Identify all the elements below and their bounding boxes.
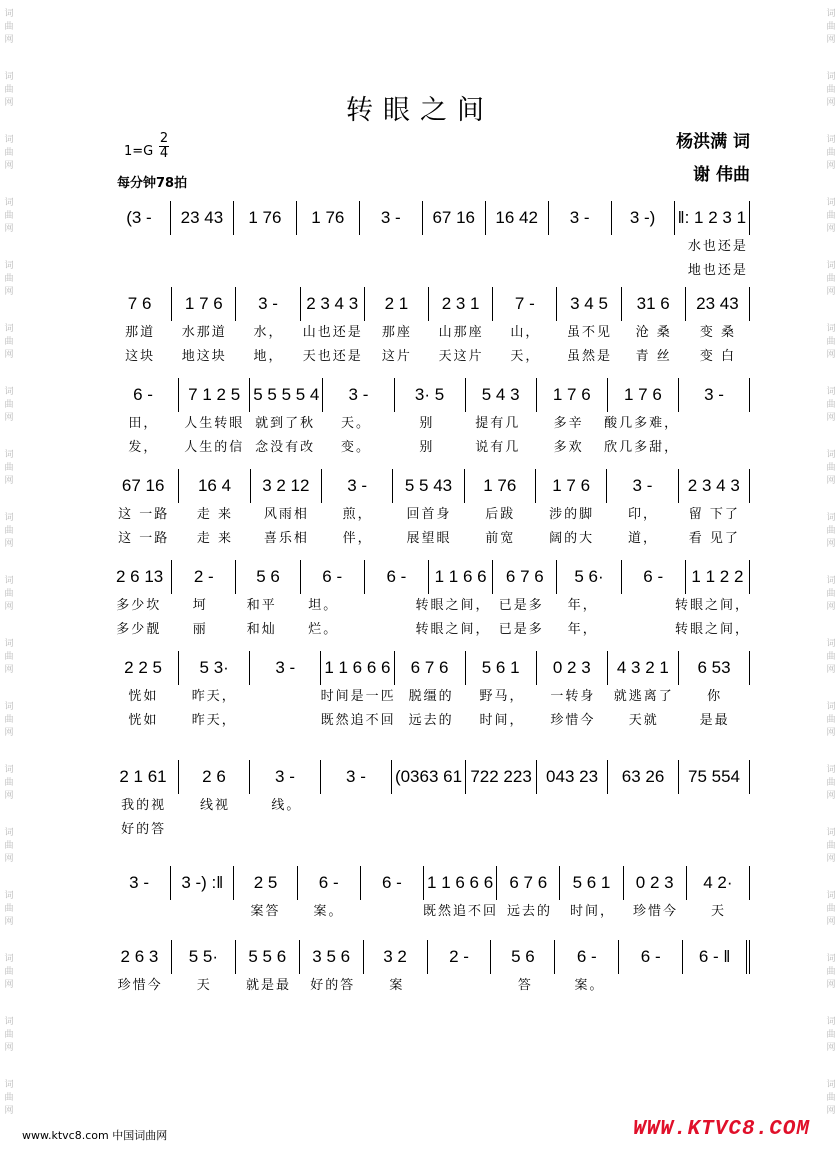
lyric-segment	[172, 235, 236, 259]
lyric-segment: 走 来	[196, 507, 234, 522]
measure: 2 2 5	[108, 651, 179, 685]
measure: 6 -	[301, 560, 365, 594]
measure: 5 5 43	[393, 469, 464, 503]
lyric-segment: 提有几	[475, 416, 521, 431]
lyric-segment: 水也还是	[687, 239, 748, 254]
lyric-line-2	[108, 259, 750, 283]
measure: 6 7 6	[497, 866, 560, 900]
lyric-segment	[614, 618, 676, 642]
lyric-segment	[493, 259, 557, 283]
lyric-segment: 煎，	[342, 507, 373, 522]
lyric-segment: 答	[517, 978, 533, 993]
lyric-segment: 就到了秋	[255, 416, 316, 431]
lyric-segment: 是最	[699, 713, 730, 728]
measure: 0 2 3	[537, 651, 608, 685]
measure: 6 -	[361, 866, 424, 900]
lyric-segment: 走 来	[196, 531, 234, 546]
lyric-segment: 这 一路	[118, 507, 170, 522]
lyric-segment	[365, 259, 429, 283]
lyric-line-2	[108, 709, 750, 733]
measure: 1 1 6 6 6	[321, 651, 394, 685]
measure: 5 5·	[172, 940, 236, 974]
time-signature	[158, 132, 170, 161]
measure: 3· 5	[395, 378, 466, 412]
composer: 谢 伟曲	[693, 165, 750, 185]
lyric-segment: 案。	[313, 904, 344, 919]
lyric-segment: 丽	[192, 622, 208, 637]
lyric-segment: 天这片	[438, 349, 484, 364]
lyric-segment	[236, 998, 300, 1022]
measure: 3 -	[250, 760, 321, 794]
measure: 3 -	[108, 866, 171, 900]
lyric-segment: 一转身	[550, 689, 596, 704]
lyric-segment	[250, 685, 321, 709]
measure: 3 -	[323, 378, 394, 412]
lyric-segment	[301, 235, 365, 259]
lyric-segment: 和灿	[246, 622, 277, 637]
lyric-segment: 这 一路	[118, 531, 170, 546]
lyric-segment: 别	[419, 416, 435, 431]
measure: 2 6 13	[108, 560, 172, 594]
lyric-segment	[250, 709, 321, 733]
lyric-segment	[686, 974, 750, 998]
lyric-segment: 既然追不回	[320, 713, 396, 728]
lyric-line-1	[108, 974, 750, 998]
lyric-segment: 恍如	[128, 713, 159, 728]
lyric-segment: 多少靓	[116, 622, 162, 637]
measure: 23 43	[686, 287, 750, 321]
measure: 3 -	[250, 651, 321, 685]
lyric-segment	[679, 794, 750, 818]
measure: 3 5 6	[300, 940, 364, 974]
lyric-segment: 和平	[246, 598, 277, 613]
lyric-segment	[322, 818, 393, 842]
lyric-line-1	[108, 503, 750, 527]
lyric-line-2	[108, 998, 750, 1022]
measure: 1 7 6	[536, 469, 607, 503]
lyric-segment: 那道	[125, 325, 156, 340]
lyric-segment	[493, 235, 557, 259]
measure: 5 6	[491, 940, 555, 974]
lyric-segment	[536, 818, 607, 842]
lyric-segment	[686, 998, 750, 1022]
measure: 3 -	[322, 469, 393, 503]
lyric-segment: 已是多	[498, 598, 544, 613]
lyric-segment: 好的答	[310, 978, 356, 993]
measure: 4 3 2 1	[608, 651, 679, 685]
key-signature: 1=G	[124, 144, 154, 159]
lyric-segment: 多辛	[553, 416, 584, 431]
measure: 1 76	[465, 469, 536, 503]
footer-site-text[interactable]: www.ktvc8.com 中国词曲网	[22, 1129, 168, 1142]
footer-logo[interactable]: WWW.KTVC8.COM	[633, 1118, 810, 1141]
lyric-segment: 前宽	[485, 531, 516, 546]
tempo-marking: 每分钟78拍	[117, 176, 188, 191]
lyric-segment: 多少坎	[116, 598, 162, 613]
lyric-segment: 就逃离了	[613, 689, 674, 704]
lyric-segment: 后跋	[485, 507, 516, 522]
lyric-segment: 线。	[271, 798, 302, 813]
measure: 1 76	[234, 201, 297, 235]
lyric-line-1	[108, 412, 750, 436]
lyric-segment: 我的视	[121, 798, 167, 813]
lyric-segment	[172, 259, 236, 283]
measure: 6 -	[108, 378, 179, 412]
lyric-segment: 欣几多甜，	[604, 440, 680, 455]
score-system	[108, 760, 750, 842]
lyric-segment: 风雨相	[263, 507, 309, 522]
lyric-segment: 留 下了	[688, 507, 740, 522]
lyric-segment: 回首身	[406, 507, 452, 522]
lyric-segment: 就是最	[246, 978, 292, 993]
lyric-segment	[429, 998, 493, 1022]
lyric-segment: 发，	[128, 440, 159, 455]
lyric-segment	[354, 618, 416, 642]
lyric-segment: 地，	[253, 349, 284, 364]
lyric-segment: 变 桑	[699, 325, 736, 340]
measure: 3 -	[360, 201, 423, 235]
lyric-segment	[236, 259, 300, 283]
lyric-line-1	[108, 594, 750, 618]
measure: 2 -	[428, 940, 492, 974]
lyric-segment: 好的答	[121, 822, 167, 837]
lyric-segment: 天也还是	[302, 349, 363, 364]
lyric-segment: 喜乐相	[263, 531, 309, 546]
measure: 75 554	[679, 760, 750, 794]
measure: 3 2	[364, 940, 428, 974]
notes-row	[108, 940, 750, 974]
measure: 2 3 4 3	[301, 287, 365, 321]
measure: 2 3 1	[429, 287, 493, 321]
lyric-segment: 天就	[628, 713, 659, 728]
lyric-segment: 说有几	[475, 440, 521, 455]
lyric-segment: 你	[707, 689, 723, 704]
lyric-segment	[429, 235, 493, 259]
measure: 2 1 61	[108, 760, 179, 794]
lyric-segment: 远去的	[507, 904, 553, 919]
lyric-line-1	[108, 794, 750, 818]
lyric-segment: 天	[196, 978, 212, 993]
measure: 2 6	[179, 760, 250, 794]
lyric-segment: 虽然是	[567, 349, 613, 364]
notes-row	[108, 287, 750, 321]
measure: 6 53	[679, 651, 750, 685]
measure: 3 -)	[612, 201, 675, 235]
lyric-segment: 印，	[627, 507, 658, 522]
measure: 3 -	[321, 760, 392, 794]
measure: 5 6	[236, 560, 300, 594]
lyric-segment	[365, 998, 429, 1022]
lyric-segment	[108, 235, 172, 259]
lyric-segment: 珍惜今	[633, 904, 679, 919]
lyric-segment: 珍惜今	[550, 713, 596, 728]
lyric-segment: 案。	[574, 978, 605, 993]
lyric-line-2	[108, 818, 750, 842]
lyric-segment	[360, 900, 423, 924]
lyric-segment: 山也还是	[302, 325, 363, 340]
lyric-segment: 远去的	[408, 713, 454, 728]
measure: 1 7 6	[537, 378, 608, 412]
measure: 5 6·	[557, 560, 621, 594]
meter-bottom: 4	[159, 146, 169, 161]
measure: 1 1 2 2	[686, 560, 750, 594]
lyric-line-2	[108, 527, 750, 551]
measure: 0 2 3	[624, 866, 687, 900]
measure: 7 -	[493, 287, 557, 321]
lyric-segment	[365, 235, 429, 259]
measure: 6 7 6	[395, 651, 466, 685]
lyric-segment: 天。	[341, 416, 372, 431]
notes-row	[108, 651, 750, 685]
measure: 722 223	[466, 760, 537, 794]
measure: 7 6	[108, 287, 172, 321]
measure: 2 3 4 3	[679, 469, 750, 503]
lyric-segment: 道，	[627, 531, 658, 546]
lyric-segment	[301, 998, 365, 1022]
lyric-segment	[108, 998, 172, 1022]
lyric-segment	[679, 412, 750, 436]
lyric-segment	[622, 259, 686, 283]
measure: 67 16	[108, 469, 179, 503]
notes-row	[108, 760, 750, 794]
score-system	[108, 201, 750, 283]
measure: 1 1 6 6 6	[424, 866, 497, 900]
lyric-segment	[301, 259, 365, 283]
lyric-segment	[536, 794, 607, 818]
lyric-segment: 案答	[250, 904, 281, 919]
lyric-segment	[354, 594, 416, 618]
measure: 63 26	[608, 760, 679, 794]
lyric-segment: 昨天，	[191, 689, 237, 704]
lyric-segment: 转眼之间，	[415, 598, 491, 613]
lyric-segment: 时间是一匹	[320, 689, 396, 704]
lyric-segment: 昨天，	[191, 713, 237, 728]
score-system	[108, 866, 750, 948]
measure: 4 2·	[687, 866, 750, 900]
measure: 5 6 1	[560, 866, 623, 900]
lyric-segment	[179, 818, 250, 842]
lyric-segment: 别	[419, 440, 435, 455]
lyric-segment	[236, 235, 300, 259]
lyric-segment: 酸几多难，	[604, 416, 680, 431]
lyric-segment	[607, 794, 678, 818]
measure: 5 5 6	[236, 940, 300, 974]
measure: 3 -	[236, 287, 300, 321]
measure: 6 -	[619, 940, 683, 974]
lyric-segment: 坷	[192, 598, 208, 613]
measure: 5 4 3	[466, 378, 537, 412]
score-system	[108, 560, 750, 642]
lyric-segment: 田，	[128, 416, 159, 431]
lyric-segment: 展望眼	[406, 531, 452, 546]
lyric-segment	[607, 818, 678, 842]
lyric-segment: 年，	[567, 598, 598, 613]
lyric-segment: 看 见了	[688, 531, 740, 546]
lyric-segment	[493, 998, 557, 1022]
measure: 6 -	[555, 940, 619, 974]
lyric-segment	[393, 818, 464, 842]
lyric-segment: 涉的脚	[549, 507, 595, 522]
measure: 6 -	[365, 560, 429, 594]
lyric-segment	[322, 794, 393, 818]
score-system	[108, 469, 750, 551]
measure: ‖: 1 2 3 1	[675, 201, 750, 235]
lyric-segment: 时间，	[479, 713, 525, 728]
lyricist: 杨洪满 词	[676, 132, 750, 152]
lyric-segment	[393, 794, 464, 818]
lyric-segment	[622, 974, 686, 998]
lyric-segment	[108, 900, 171, 924]
lyric-segment: 转眼之间，	[675, 598, 751, 613]
measure: 16 4	[179, 469, 250, 503]
lyric-segment	[251, 818, 322, 842]
lyric-segment: 多欢	[553, 440, 584, 455]
lyric-line-1	[108, 685, 750, 709]
measure: 31 6	[622, 287, 686, 321]
lyric-segment: 变。	[341, 440, 372, 455]
lyric-line-1	[108, 321, 750, 345]
lyric-segment: 野马，	[479, 689, 525, 704]
lyric-line-1	[108, 235, 750, 259]
lyric-segment: 阔的大	[549, 531, 595, 546]
score-system	[108, 940, 750, 1022]
lyric-segment: 案	[389, 978, 405, 993]
lyric-line-2	[108, 345, 750, 369]
lyric-segment: 烂。	[308, 622, 339, 637]
measure: 2 5	[234, 866, 297, 900]
measure: 043 23	[537, 760, 608, 794]
lyric-line-2	[108, 436, 750, 460]
measure: 6 -	[622, 560, 686, 594]
score-system	[108, 287, 750, 369]
measure: 3 -	[549, 201, 612, 235]
notes-row	[108, 201, 750, 235]
measure: 5 6 1	[466, 651, 537, 685]
lyric-segment	[557, 998, 621, 1022]
lyric-line-1	[108, 900, 750, 924]
lyric-segment: 坦。	[308, 598, 339, 613]
measure: 6 7 6	[493, 560, 557, 594]
lyric-line-2	[108, 618, 750, 642]
credits	[676, 126, 750, 192]
score-system	[108, 378, 750, 460]
lyric-segment: 地这块	[181, 349, 227, 364]
lyric-segment: 天，	[510, 349, 541, 364]
measure: 1 1 6 6	[429, 560, 493, 594]
lyric-segment: 人生的信	[184, 440, 245, 455]
lyric-segment: 青 丝	[635, 349, 672, 364]
measure: 6 -	[298, 866, 361, 900]
lyric-segment	[557, 259, 621, 283]
lyric-segment	[465, 794, 536, 818]
lyric-segment: 已是多	[498, 622, 544, 637]
lyric-segment: 地也还是	[687, 263, 748, 278]
lyric-segment	[172, 998, 236, 1022]
measure: 3 -	[607, 469, 678, 503]
lyric-segment	[679, 818, 750, 842]
notes-row	[108, 560, 750, 594]
watermark-right: 词 曲 网 词 曲 网 词 曲 网 词 曲 网 词 曲 网 词 曲 网 词 曲 网 词 曲 网 词 曲 网 词 曲 网 词 曲 网 词 曲 网 词 曲 网 词 曲 网 词 曲 网 词 曲 网 词 曲 网 词 曲 网	[826, 9, 836, 1116]
measure: 5 5 5 5 4	[250, 378, 323, 412]
lyric-segment	[622, 998, 686, 1022]
lyric-segment: 人生转眼	[184, 416, 245, 431]
lyric-segment: 虽不见	[567, 325, 613, 340]
measure: 5 3·	[179, 651, 250, 685]
lyric-segment: 这片	[381, 349, 412, 364]
lyric-segment: 水那道	[181, 325, 227, 340]
measure: 7 1 2 5	[179, 378, 250, 412]
notes-row	[108, 866, 750, 900]
lyric-segment: 转眼之间，	[675, 622, 751, 637]
measure: 67 16	[423, 201, 486, 235]
lyric-segment: 伴，	[342, 531, 373, 546]
measure: 1 76	[297, 201, 360, 235]
lyric-segment: 转眼之间，	[415, 622, 491, 637]
measure: (3 -	[108, 201, 171, 235]
lyric-segment: 恍如	[128, 689, 159, 704]
lyric-segment: 水，	[253, 325, 284, 340]
lyric-segment: 年，	[567, 622, 598, 637]
measure: 23 43	[171, 201, 234, 235]
lyric-segment: 时间，	[570, 904, 616, 919]
lyric-segment	[679, 436, 750, 460]
lyric-segment: 线视	[199, 798, 230, 813]
measure: 2 6 3	[108, 940, 172, 974]
song-title: 转眼之间	[346, 95, 494, 126]
meter-top: 2	[159, 131, 169, 146]
measure: 16 42	[486, 201, 549, 235]
lyric-segment	[465, 818, 536, 842]
measure: 2 -	[172, 560, 236, 594]
score-system	[108, 651, 750, 733]
watermark-left: 词 曲 网 词 曲 网 词 曲 网 词 曲 网 词 曲 网 词 曲 网 词 曲 网 词 曲 网 词 曲 网 词 曲 网 词 曲 网 词 曲 网 词 曲 网 词 曲 网 词 曲 网 词 曲 网 词 曲 网 词 曲 网	[4, 9, 14, 1116]
lyric-segment: 那座	[381, 325, 412, 340]
measure: 3 -	[679, 378, 750, 412]
measure: (0363 61	[392, 760, 466, 794]
lyric-segment: 珍惜今	[117, 978, 163, 993]
measure: 3 2 12	[251, 469, 322, 503]
notes-row	[108, 378, 750, 412]
lyric-segment: 沧 桑	[635, 325, 672, 340]
lyric-segment	[429, 259, 493, 283]
measure: 3 4 5	[557, 287, 621, 321]
measure: 1 7 6	[172, 287, 236, 321]
lyric-segment: 脱缰的	[408, 689, 454, 704]
lyric-segment: 天	[711, 904, 727, 919]
lyric-segment	[108, 259, 172, 283]
lyric-segment: 这块	[125, 349, 156, 364]
lyric-segment: 念没有改	[255, 440, 316, 455]
lyric-segment: 山那座	[438, 325, 484, 340]
lyric-segment	[429, 974, 493, 998]
measure: 6 - ‖	[683, 940, 750, 974]
lyric-segment	[557, 235, 621, 259]
lyric-segment	[171, 900, 234, 924]
notes-row	[108, 469, 750, 503]
lyric-segment	[614, 594, 676, 618]
lyric-segment: 既然追不回	[423, 904, 499, 919]
lyric-segment: 变 白	[699, 349, 736, 364]
measure: 3 -) :‖	[171, 866, 234, 900]
lyric-segment	[622, 235, 686, 259]
measure: 2 1	[365, 287, 429, 321]
lyric-segment: 山，	[510, 325, 541, 340]
measure: 1 7 6	[608, 378, 679, 412]
